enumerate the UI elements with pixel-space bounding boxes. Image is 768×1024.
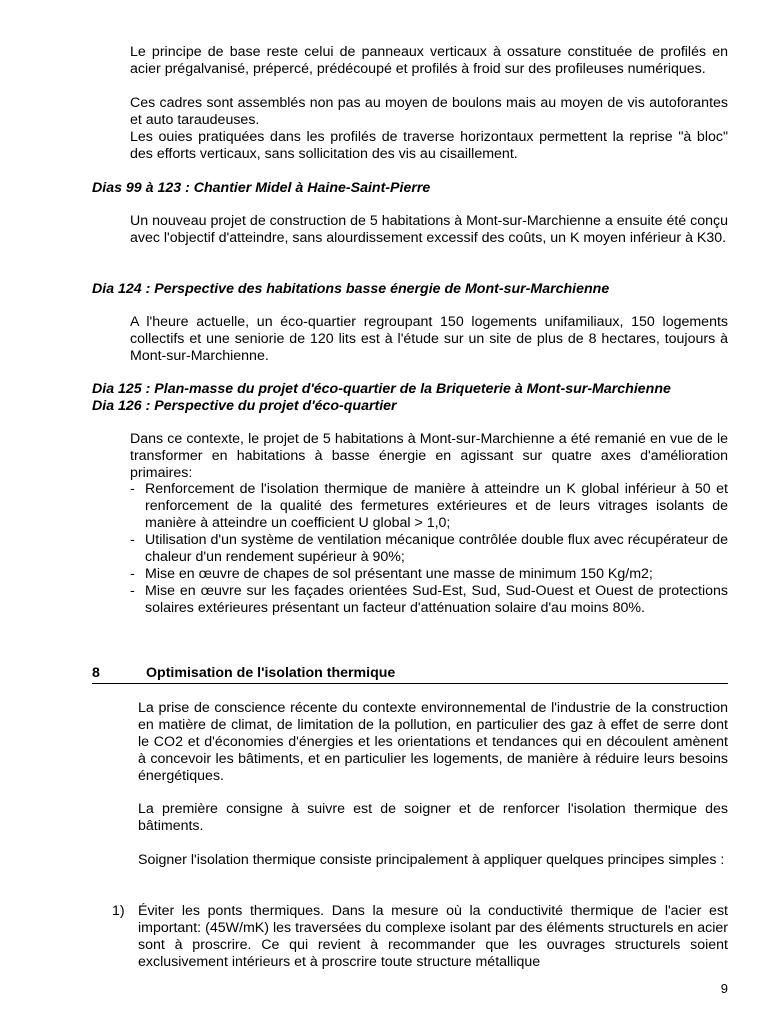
page-number: 9	[720, 981, 728, 996]
section-heading	[92, 663, 728, 684]
heading-dia-124: Dia 124 : Perspective des habitations basse énergie de Mont-sur-Marchienne	[92, 281, 610, 297]
intro-paragraph-2: Ces cadres sont assemblés non pas au moyen de boulons mais au moyen de vis autoforantes et auto taraudeuses.	[130, 95, 728, 128]
section-number: 8	[92, 665, 100, 681]
heading-dia-125: Dia 125 : Plan-masse du projet d'éco-quartier de la Briqueterie à Mont-sur-Marchienne	[92, 381, 671, 397]
list-item: - Renforcement de l'isolation thermique de manière à atteindre un K global inférieur à 50 et renforcement de la qualité des fermetures extérieures et de leurs vitrages isolants de manière à atteindre un coefficient U global > 1,0;	[130, 481, 728, 531]
list-item: - Utilisation d'un système de ventilation mécanique contrôlée double flux avec récupérateur de chaleur d'un rendement supérieur à 90%;	[130, 532, 728, 565]
list-item: - Mise en œuvre sur les façades orientées Sud-Est, Sud, Sud-Ouest et Ouest de protections solaires extérieures présentant un facteur d'atténuation solaire d'au moins 80%.	[130, 583, 728, 616]
section-title: Optimisation de l'isolation thermique	[146, 665, 396, 681]
paragraph-eco-quartier: A l'heure actuelle, un éco-quartier regroupant 150 logements unifamiliaux, 150 logements collectifs et une seniorie de 120 lits est à l'étude sur un site de plus de 8 hectares, toujours à Mont-sur-Marchienne.	[130, 314, 728, 364]
section-paragraph-2: La première consigne à suivre est de soigner et de renforcer l'isolation thermique des bâtiments.	[138, 801, 728, 834]
axes-list	[130, 481, 728, 617]
item-text: Éviter les ponts thermiques. Dans la mesure où la conductivité thermique de l'acier est important: (45W/mK) les traversées du complexe isolant par des éléments structurels en acier sont à proscrire. Ce qui revient à recommander que les ouvrages structurels soient exclusivement intérieurs et à proscrire toute structure métallique	[138, 903, 728, 970]
heading-dia-126: Dia 126 : Perspective du projet d'éco-quartier	[92, 398, 397, 414]
list-item: - Mise en œuvre de chapes de sol présentant une masse de minimum 150 Kg/m2;	[130, 566, 653, 582]
section-paragraph-1: La prise de conscience récente du contexte environnemental de l'industrie de la construction en matière de climat, de limitation de la pollution, en particulier des gaz à effet de serre dont le CO2 et d'économies d'énergies et les orientations et tendances qui en découlent amènent à concevoir les bâtiments, et en particulier les logements, de manière à réduire leurs besoins énergétiques.	[138, 700, 728, 784]
paragraph-nouveau-projet: Un nouveau projet de construction de 5 habitations à Mont-sur-Marchienne a ensuite été conçu avec l'objectif d'atteindre, sans alourdissement excessif des coûts, un K moyen inférieur à K30.	[130, 213, 728, 246]
numbered-item-1	[112, 903, 728, 971]
intro-paragraph-1: Le principe de base reste celui de panneaux verticaux à ossature constituée de profilés en acier prégalvanisé, prépercé, prédécoupé et profilés à froid sur des profileuses numériques.	[130, 44, 728, 77]
heading-dias-99-123: Dias 99 à 123 : Chantier Midel à Haine-Saint-Pierre	[92, 180, 431, 196]
intro-paragraph-3: Les ouies pratiquées dans les profilés de traverse horizontaux permettent la reprise "à bloc" des efforts verticaux, sans sollicitation des vis au cisaillement.	[130, 129, 728, 162]
section-paragraph-3: Soigner l'isolation thermique consiste principalement à appliquer quelques principes simples :	[138, 852, 725, 868]
paragraph-contexte: Dans ce contexte, le projet de 5 habitations à Mont-sur-Marchienne a été remanié en vue de le transformer en habitations à basse énergie en agissant sur quatre axes d'amélioration primaires:	[130, 431, 728, 481]
item-number: 1)	[112, 903, 125, 919]
